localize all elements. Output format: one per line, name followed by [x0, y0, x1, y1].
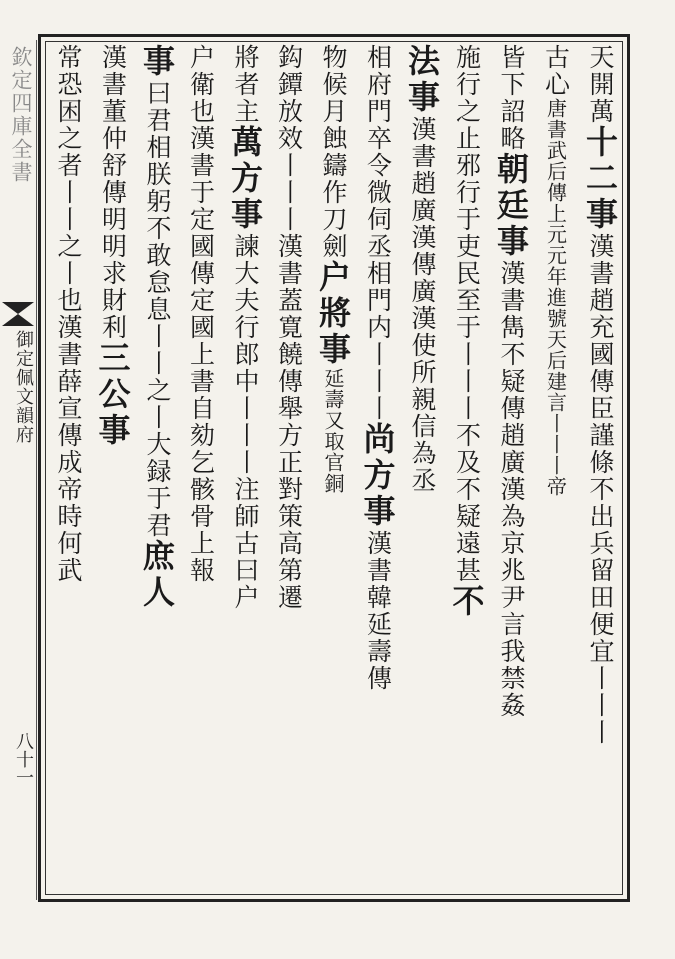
- headword: 事: [138, 44, 176, 80]
- text-segment: 漢書韓延壽傳: [363, 530, 393, 692]
- headword: 萬方事: [226, 125, 264, 233]
- text-column: [223, 44, 268, 896]
- text-column: [578, 44, 623, 896]
- text-column: [52, 44, 90, 896]
- headword: 法事: [403, 44, 441, 116]
- text-segment: 相府門卒令微伺丞相門内丨丨丨: [363, 44, 393, 422]
- main-text: [52, 44, 622, 896]
- text-segment: 物候月蝕鑄作刀劍: [319, 44, 348, 260]
- fold-top-text: 欽定四庫全書: [9, 46, 33, 184]
- text-segment: 止邪行于吏民至于丨丨丨不及不疑遠甚: [452, 125, 482, 584]
- text-segment: 諫大夫行郎中丨丨丨注師古曰户: [231, 233, 260, 611]
- text-segment: 漢書趙廣漢傳廣漢使所親信為丞: [408, 116, 437, 494]
- text-column: [90, 44, 135, 896]
- text-segment: 將者主: [231, 44, 260, 125]
- text-column: [400, 44, 445, 896]
- text-segment: 漢書蓋寛饒傳舉方正對策高第遷: [274, 233, 304, 611]
- fishtail-icon: [0, 300, 36, 328]
- headword: 三公事: [93, 341, 132, 449]
- fold-page-number: 八十一: [13, 732, 34, 786]
- headword: 户將事: [314, 260, 352, 368]
- headword: 不: [447, 584, 486, 620]
- text-column: [489, 44, 534, 896]
- text-column: [267, 44, 311, 896]
- text-column: [355, 44, 400, 896]
- text-column: [135, 44, 180, 896]
- text-segment: 漢書于定國傳定國上書自劾乞骸骨上報: [186, 125, 216, 584]
- headword: 朝廷事: [492, 152, 530, 260]
- text-segment: 漢書趙充國傳臣謹條不出兵留田便宜丨丨丨: [586, 233, 615, 746]
- text-segment: 唐書武后傳上元元年進號天后建言丨丨丨帝: [543, 98, 568, 497]
- text-column: [179, 44, 223, 896]
- text-segment: 常恐困之者丨丨之丨也: [54, 44, 83, 314]
- text-segment: 漢書董仲舒傳明明求財利: [98, 44, 128, 341]
- text-segment: 天開萬: [586, 44, 615, 125]
- text-segment: 漢書薛宣傳成帝時何武: [54, 314, 83, 584]
- text-segment: 延壽又取官銅: [321, 368, 345, 494]
- text-segment: 古心: [541, 44, 571, 98]
- text-segment: 施行之: [452, 44, 482, 125]
- headword: 庶人: [138, 539, 176, 611]
- text-segment: 漢書雋不疑傳趙廣漢為京兆尹言我禁姦: [497, 260, 526, 719]
- headword: 十二事: [581, 125, 619, 233]
- text-segment: 皆下詔略: [497, 44, 526, 152]
- text-segment: 户衛也: [186, 44, 216, 125]
- text-segment: 曰君相朕躬不敢怠息丨丨之丨大録于君: [143, 80, 172, 539]
- text-column: [533, 44, 578, 896]
- text-column: [444, 44, 489, 896]
- text-segment: 鈎鐔放效丨丨丨: [274, 44, 304, 233]
- text-column: [311, 44, 356, 896]
- fold-book-title: 御定佩文韻府: [13, 330, 34, 444]
- headword: 尚方事: [358, 422, 397, 530]
